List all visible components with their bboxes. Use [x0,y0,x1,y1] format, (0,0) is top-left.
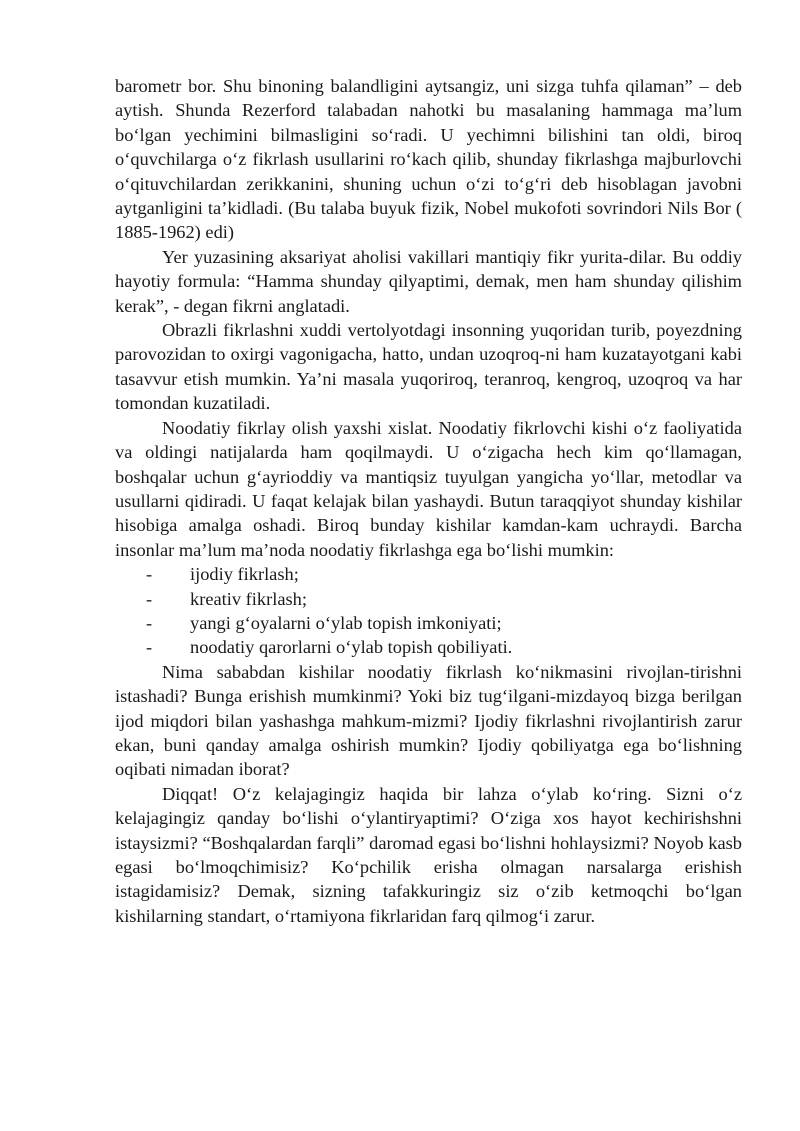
paragraph-continuation: barometr bor. Shu binoning balandligini aytsangiz, uni sizga tuhfa qilaman” – deb aytish. Shunda Rezerford talabadan nahotki bu masalaning hammaga ma’lum bo‘lgan yechimini bilmasligini so‘radi. U yechimni bilishini tan oldi, biroq o‘quvchilarga o‘z fikrlash usullarini ro‘kach qilib, shunday fikrlashga majburlovchi o‘qituvchilardan zerikkanini, shuning uchun o‘zi to‘g‘ri deb hisoblagan javobni aytganligini ta’kidladi. (Bu talaba buyuk fizik, Nobel mukofoti sovrindori Nils Bor ( 1885-1962) edi) [115,76,742,243]
list-dash: - [146,637,153,658]
list-item-text: kreativ fikrlash; [190,588,307,609]
list-item [115,587,742,611]
list-item [115,611,742,635]
list-item [115,562,742,586]
paragraph-logical-thinking: Yer yuzasining aksariyat aholisi vakillari mantiqiy fikr yurita-dilar. Bu oddiy hayotiy formula: “Hamma shunday qilyaptimi, demak, men ham shunday qilishim kerak”, - degan fikrni anglatadi. [115,246,742,316]
list-dash: - [146,612,153,633]
list-item-text: yangi g‘oyalarni o‘ylab topish imkoniyati; [190,612,502,633]
thinking-types-list [115,562,742,660]
paragraph-questions: Nima sababdan kishilar noodatiy fikrlash ko‘nikmasini rivojlan-tirishni istashadi? Bunga erishish mumkinmi? Yoki biz tug‘ilgani-mizdayoq bizga berilgan ijod miqdori bilan yashashga mahkum-mizmi? Ijodiy fikrlashni rivojlantirish zarur ekan, buni qanday amalga oshirish mumkin? Ijodiy qobiliyatga ega bo‘lishning oqibati nimadan iborat? [115,661,742,780]
list-item-text: ijodiy fikrlash; [190,564,299,585]
paragraph-unusual-thinking: Noodatiy fikrlay olish yaxshi xislat. Noodatiy fikrlovchi kishi o‘z faoliyatida va oldingi natijalarda ham qoqilmaydi. U o‘zigacha hech kim qo‘llamagan, boshqalar uchun g‘ayrioddiy va mantiqsiz tuyulgan yangicha yo‘llar, metodlar va usullarni qidiradi. U faqat kelajak bilan yashaydi. Butun taraqqiyot shunday kishilar hisobiga amalga oshadi. Biroq bunday kishilar kamdan-kam uchraydi. Barcha insonlar ma’lum ma’noda noodatiy fikrlashga ega bo‘lishi mumkin: [115,417,742,560]
list-dash: - [146,588,153,609]
list-dash: - [146,564,153,585]
list-item-text: noodatiy qarorlarni o‘ylab topish qobiliyati. [190,637,513,658]
document-page [115,74,742,928]
paragraph-attention: Diqqat! O‘z kelajagingiz haqida bir lahza o‘ylab ko‘ring. Sizni o‘z kelajagingiz qanday bo‘lishi o‘ylantiryaptimi? O‘ziga xos hayot kechirishshni istaysizmi? “Boshqalardan farqli” daromad egasi bo‘lishni hohlaysizmi? Noyob kasb egasi bo‘lmoqchimisiz? Ko‘pchilik erisha olmagan narsalarga erishish istagidamisiz? Demak, sizning tafakkuringiz siz o‘zib ketmoqchi bo‘lgan kishilarning standart, o‘rtamiyona fikrlaridan farq qilmog‘i zarur. [115,783,742,926]
paragraph-figurative-thinking: Obrazli fikrlashni xuddi vertolyotdagi insonning yuqoridan turib, poyezdning parovozidan to oxirgi vagonigacha, hatto, undan uzoqroq-ni ham kuzatayotgani kabi tasavvur etish mumkin. Ya’ni masala yuqoriroq, teranroq, kengroq, uzoqroq va har tomondan kuzatiladi. [115,320,742,414]
list-item [115,635,742,659]
